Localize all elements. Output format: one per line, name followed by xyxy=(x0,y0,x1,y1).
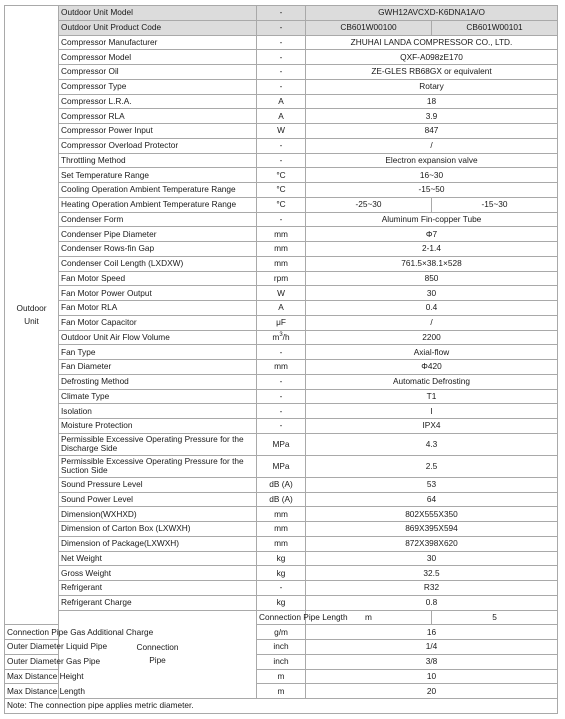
section-label-line: Unit xyxy=(24,316,39,327)
row-unit: A xyxy=(257,94,306,109)
row-value: 2-1.4 xyxy=(306,242,558,257)
row-value: 869X395X594 xyxy=(306,522,558,537)
row-value: I xyxy=(306,404,558,419)
table-row xyxy=(5,522,558,537)
row-value: 16~30 xyxy=(306,168,558,183)
row-unit: W xyxy=(257,124,306,139)
table-row xyxy=(5,581,558,596)
row-item-label: Dimension(WXHXD) xyxy=(59,507,257,522)
table-row xyxy=(5,6,558,21)
spec-sheet xyxy=(4,5,558,714)
row-item-label: Compressor L.R.A. xyxy=(59,94,257,109)
table-row xyxy=(5,433,558,455)
row-value: 761.5×38.1×528 xyxy=(306,256,558,271)
table-row xyxy=(5,168,558,183)
section-label-line: Pipe xyxy=(149,655,166,666)
row-unit: m xyxy=(257,669,306,684)
row-unit: - xyxy=(257,581,306,596)
row-value: Axial-flow xyxy=(306,345,558,360)
table-row xyxy=(5,419,558,434)
table-row xyxy=(5,212,558,227)
table-row xyxy=(5,271,558,286)
row-value: 53 xyxy=(306,477,558,492)
row-item-label: Defrosting Method xyxy=(59,374,257,389)
row-item-label: Outer Diameter Liquid Pipe xyxy=(5,640,59,655)
row-value: 850 xyxy=(306,271,558,286)
row-value: -15~50 xyxy=(306,183,558,198)
row-item-label: Fan Motor RLA xyxy=(59,301,257,316)
table-row xyxy=(5,35,558,50)
row-item-label: Condenser Coil Length (LXDXW) xyxy=(59,256,257,271)
row-unit: dB (A) xyxy=(257,492,306,507)
row-item-label: Outdoor Unit Air Flow Volume xyxy=(59,330,257,345)
table-row xyxy=(5,345,558,360)
table-row xyxy=(5,65,558,80)
row-value: GWH12AVCXD-K6DNA1A/O xyxy=(306,6,558,21)
table-row xyxy=(5,50,558,65)
section-label-connection-pipe xyxy=(59,610,257,699)
table-row xyxy=(5,507,558,522)
row-value: 5 xyxy=(432,610,558,625)
row-item-label: Fan Diameter xyxy=(59,360,257,375)
row-unit: inch xyxy=(257,640,306,655)
row-unit: °C xyxy=(257,183,306,198)
row-item-label: Permissible Excessive Operating Pressure for the Discharge Side xyxy=(59,433,257,455)
unit-part: 3 xyxy=(279,332,283,339)
row-item-label: Fan Motor Power Output xyxy=(59,286,257,301)
table-row xyxy=(5,79,558,94)
row-value: 30 xyxy=(306,551,558,566)
row-item-label: Fan Type xyxy=(59,345,257,360)
table-row xyxy=(5,360,558,375)
row-value: 2.5 xyxy=(306,455,558,477)
unit-part: m xyxy=(272,331,280,342)
row-unit: W xyxy=(257,286,306,301)
row-unit: - xyxy=(257,79,306,94)
table-row xyxy=(5,595,558,610)
table-row xyxy=(5,389,558,404)
row-value: Automatic Defrosting xyxy=(306,374,558,389)
row-unit: μF xyxy=(257,315,306,330)
row-unit: inch xyxy=(257,654,306,669)
section-label-line: Outdoor xyxy=(16,303,47,314)
row-unit: A xyxy=(257,301,306,316)
table-row xyxy=(5,330,558,345)
row-value: 0.8 xyxy=(306,595,558,610)
row-item-label: Throttling Method xyxy=(59,153,257,168)
row-unit: mm xyxy=(257,227,306,242)
row-unit: - xyxy=(257,35,306,50)
row-unit: °C xyxy=(257,168,306,183)
table-row xyxy=(5,315,558,330)
row-item-label: Condenser Rows-fin Gap xyxy=(59,242,257,257)
row-item-label: Condenser Pipe Diameter xyxy=(59,227,257,242)
row-unit: mm xyxy=(257,507,306,522)
row-item-label: Compressor Oil xyxy=(59,65,257,80)
row-unit: mm xyxy=(257,256,306,271)
row-item-label: Compressor Power Input xyxy=(59,124,257,139)
row-unit: - xyxy=(257,419,306,434)
section-label-outdoor-unit xyxy=(5,6,59,625)
row-unit: mm xyxy=(257,242,306,257)
row-unit: rpm xyxy=(257,271,306,286)
row-value: Φ420 xyxy=(306,360,558,375)
table-row xyxy=(5,256,558,271)
row-unit: MPa xyxy=(257,455,306,477)
row-unit: kg xyxy=(257,566,306,581)
table-row xyxy=(5,566,558,581)
table-row xyxy=(5,94,558,109)
row-value: Φ7 xyxy=(306,227,558,242)
row-item-label: Compressor RLA xyxy=(59,109,257,124)
row-item-label: Net Weight xyxy=(59,551,257,566)
row-item-label: Compressor Type xyxy=(59,79,257,94)
row-value: 10 xyxy=(306,669,558,684)
row-unit xyxy=(257,330,306,345)
row-unit: m xyxy=(306,610,432,625)
table-row xyxy=(5,286,558,301)
section-label-line: Connection xyxy=(136,642,179,653)
row-value: QXF-A098zE170 xyxy=(306,50,558,65)
row-value: 847 xyxy=(306,124,558,139)
row-value-b: -15~30 xyxy=(432,197,558,212)
table-row xyxy=(5,20,558,35)
row-value: Rotary xyxy=(306,79,558,94)
row-item-label: Permissible Excessive Operating Pressure for the Suction Side xyxy=(59,455,257,477)
row-unit: mm xyxy=(257,536,306,551)
table-row xyxy=(5,477,558,492)
row-item-label: Set Temperature Range xyxy=(59,168,257,183)
row-value: 4.3 xyxy=(306,433,558,455)
row-item-label: Max Distance Length xyxy=(5,684,59,699)
row-value: 30 xyxy=(306,286,558,301)
row-item-label: Sound Power Level xyxy=(59,492,257,507)
row-unit: - xyxy=(257,65,306,80)
row-value: R32 xyxy=(306,581,558,596)
row-unit: kg xyxy=(257,551,306,566)
row-unit: - xyxy=(257,345,306,360)
table-note: Note: The connection pipe applies metric diameter. xyxy=(5,699,558,714)
row-unit: dB (A) xyxy=(257,477,306,492)
table-row xyxy=(5,227,558,242)
row-unit: - xyxy=(257,212,306,227)
row-value: 3/8 xyxy=(306,654,558,669)
row-value: 18 xyxy=(306,94,558,109)
table-row xyxy=(5,455,558,477)
table-row xyxy=(5,404,558,419)
row-unit: - xyxy=(257,20,306,35)
row-item-label: Compressor Overload Protector xyxy=(59,138,257,153)
row-value: 16 xyxy=(306,625,558,640)
row-item-label: Fan Motor Speed xyxy=(59,271,257,286)
row-item-label: Refrigerant Charge xyxy=(59,595,257,610)
row-item-label: Outer Diameter Gas Pipe xyxy=(5,654,59,669)
row-unit: g/m xyxy=(257,625,306,640)
row-value: IPX4 xyxy=(306,419,558,434)
spec-table xyxy=(4,5,558,714)
row-item-label: Compressor Model xyxy=(59,50,257,65)
table-row xyxy=(5,492,558,507)
row-value: 0.4 xyxy=(306,301,558,316)
table-row xyxy=(5,109,558,124)
row-unit: - xyxy=(257,374,306,389)
row-unit: - xyxy=(257,404,306,419)
row-item-label: Outdoor Unit Model xyxy=(59,6,257,21)
row-unit: A xyxy=(257,109,306,124)
row-value: 872X398X620 xyxy=(306,536,558,551)
row-item-label: Isolation xyxy=(59,404,257,419)
table-row xyxy=(5,124,558,139)
row-value-a: CB601W00100 xyxy=(306,20,432,35)
row-item-label: Max Distance Height xyxy=(5,669,59,684)
row-unit: - xyxy=(257,6,306,21)
row-value: 32.5 xyxy=(306,566,558,581)
row-unit: - xyxy=(257,50,306,65)
row-value: 802X555X350 xyxy=(306,507,558,522)
row-value: 20 xyxy=(306,684,558,699)
table-row xyxy=(5,138,558,153)
row-unit: mm xyxy=(257,522,306,537)
table-row xyxy=(5,183,558,198)
row-item-label: Condenser Form xyxy=(59,212,257,227)
table-row xyxy=(5,197,558,212)
table-row xyxy=(5,374,558,389)
row-unit: - xyxy=(257,138,306,153)
table-row xyxy=(5,551,558,566)
row-item-label: Dimension of Carton Box (LXWXH) xyxy=(59,522,257,537)
row-value-b: CB601W00101 xyxy=(432,20,558,35)
row-value-a: -25~30 xyxy=(306,197,432,212)
row-unit: MPa xyxy=(257,433,306,455)
row-item-label: Dimension of Package(LXWXH) xyxy=(59,536,257,551)
table-row xyxy=(5,153,558,168)
row-item-label: Compressor Manufacturer xyxy=(59,35,257,50)
row-unit: kg xyxy=(257,595,306,610)
row-value: / xyxy=(306,315,558,330)
row-item-label: Climate Type xyxy=(59,389,257,404)
row-item-label: Fan Motor Capacitor xyxy=(59,315,257,330)
row-item-label: Outdoor Unit Product Code xyxy=(59,20,257,35)
row-item-label: Cooling Operation Ambient Temperature Range xyxy=(59,183,257,198)
table-row xyxy=(5,301,558,316)
row-value: 64 xyxy=(306,492,558,507)
row-value: 2200 xyxy=(306,330,558,345)
row-unit: °C xyxy=(257,197,306,212)
spec-table-body xyxy=(5,6,558,714)
row-item-label: Moisture Protection xyxy=(59,419,257,434)
row-value: Electron expansion valve xyxy=(306,153,558,168)
table-row xyxy=(5,536,558,551)
table-row xyxy=(5,242,558,257)
unit-part: /h xyxy=(282,331,290,342)
note-row xyxy=(5,699,558,714)
row-value: ZE-GLES RB68GX or equivalent xyxy=(306,65,558,80)
table-row xyxy=(5,610,558,625)
row-value: Aluminum Fin-copper Tube xyxy=(306,212,558,227)
row-item-label: Connection Pipe Length xyxy=(257,610,306,625)
row-item-label: Connection Pipe Gas Additional Charge xyxy=(5,625,59,640)
row-unit: - xyxy=(257,389,306,404)
row-item-label: Heating Operation Ambient Temperature Range xyxy=(59,197,257,212)
row-unit: - xyxy=(257,153,306,168)
row-unit: mm xyxy=(257,360,306,375)
row-item-label: Refrigerant xyxy=(59,581,257,596)
row-unit: m xyxy=(257,684,306,699)
row-value: / xyxy=(306,138,558,153)
row-value: 1/4 xyxy=(306,640,558,655)
row-value: T1 xyxy=(306,389,558,404)
row-item-label: Gross Weight xyxy=(59,566,257,581)
row-value: ZHUHAI LANDA COMPRESSOR CO., LTD. xyxy=(306,35,558,50)
row-item-label: Sound Pressure Level xyxy=(59,477,257,492)
row-value: 3.9 xyxy=(306,109,558,124)
